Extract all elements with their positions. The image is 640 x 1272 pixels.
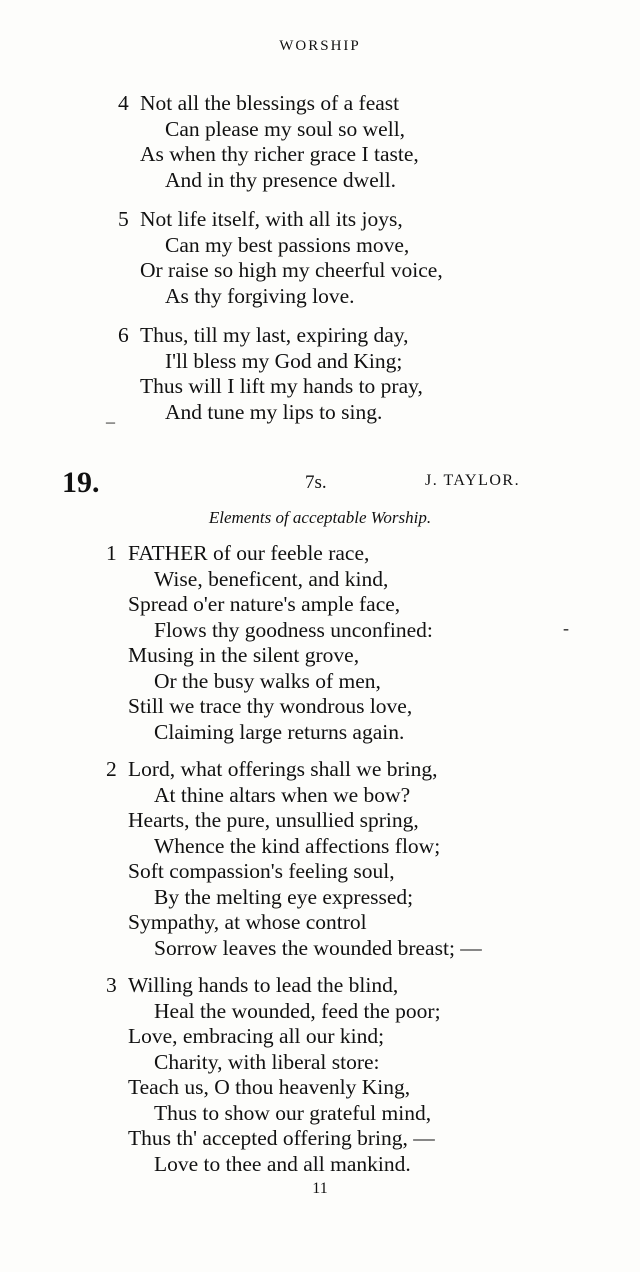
stray-mark: _ — [106, 405, 115, 425]
verse-line: Sympathy, at whose control — [128, 910, 367, 934]
verse-line: Can please my soul so well, — [165, 116, 406, 141]
hymn-stanza-2 — [106, 757, 482, 961]
verse-line: Or the busy walks of men, — [154, 668, 381, 693]
verse-line: Musing in the silent grove, — [128, 643, 360, 667]
verse-line: Not all the blessings of a feast — [140, 91, 400, 115]
verse-line: Or raise so high my cheerful voice, — [140, 258, 443, 282]
verse-line: Can my best passions move, — [165, 232, 410, 257]
verse-line: By the melting eye expressed; — [154, 884, 414, 909]
verse-line: Lord, what offerings shall we bring, — [128, 757, 438, 781]
stanza-6 — [118, 323, 423, 425]
verse-line: Thus to show our grateful mind, — [154, 1100, 432, 1125]
verse-line: At thine altars when we bow? — [154, 782, 411, 807]
stanza-number: 5 — [118, 207, 129, 231]
verse-line: Heal the wounded, feed the poor; — [154, 998, 441, 1023]
verse-line: Spread o'er nature's ample face, — [128, 592, 401, 616]
verse-line: Still we trace thy wondrous love, — [128, 694, 413, 718]
verse-line: Love, embracing all our kind; — [128, 1024, 385, 1048]
hymn-number: 19. — [62, 466, 100, 499]
verse-line: Thus, till my last, expiring day, — [140, 323, 409, 347]
verse-line: Claiming large returns again. — [154, 719, 405, 744]
hymn-meter: 7s. — [305, 472, 327, 493]
verse-line: And tune my lips to sing. — [165, 399, 383, 424]
hymn-header — [0, 466, 640, 502]
stanza-number: 1 — [106, 541, 117, 565]
verse-line: Willing hands to lead the blind, — [128, 973, 399, 997]
stanza-number: 2 — [106, 757, 117, 781]
verse-line: Flows thy goodness unconfined: — [154, 617, 433, 642]
verse-line: Charity, with liberal store: — [154, 1049, 380, 1074]
verse-line: I'll bless my God and King; — [165, 348, 403, 373]
stanza-number: 6 — [118, 323, 129, 347]
hymn-stanza-3 — [106, 973, 441, 1177]
hymn-stanza-1 — [106, 541, 433, 745]
stanza-4 — [118, 91, 419, 193]
verse-line: And in thy presence dwell. — [165, 167, 397, 192]
verse-line: Whence the kind affections flow; — [154, 833, 441, 858]
verse-line: Sorrow leaves the wounded breast; — — [154, 935, 482, 960]
stray-mark: - — [563, 618, 569, 638]
verse-line: FATHER of our feeble race, — [128, 541, 370, 565]
stanza-5 — [118, 207, 443, 309]
verse-line: Hearts, the pure, unsullied spring, — [128, 808, 419, 832]
hymn-author: J. TAYLOR. — [425, 472, 521, 489]
verse-line: Soft compassion's feeling soul, — [128, 859, 395, 883]
verse-line: As thy forgiving love. — [165, 283, 355, 308]
verse-line: As when thy richer grace I taste, — [140, 142, 419, 166]
verse-line: Teach us, O thou heavenly King, — [128, 1075, 411, 1099]
verse-line: Thus th' accepted offering bring, — — [128, 1126, 435, 1150]
page-number: 11 — [312, 1180, 328, 1197]
running-head: WORSHIP — [279, 38, 361, 54]
verse-line: Thus will I lift my hands to pray, — [140, 374, 423, 398]
verse-line: Not life itself, with all its joys, — [140, 207, 403, 231]
hymn-title: Elements of acceptable Worship. — [208, 508, 432, 527]
verse-line: Wise, beneficent, and kind, — [154, 566, 389, 591]
verse-line: Love to thee and all mankind. — [154, 1151, 411, 1176]
stanza-number: 4 — [118, 91, 129, 115]
stanza-number: 3 — [106, 973, 117, 997]
